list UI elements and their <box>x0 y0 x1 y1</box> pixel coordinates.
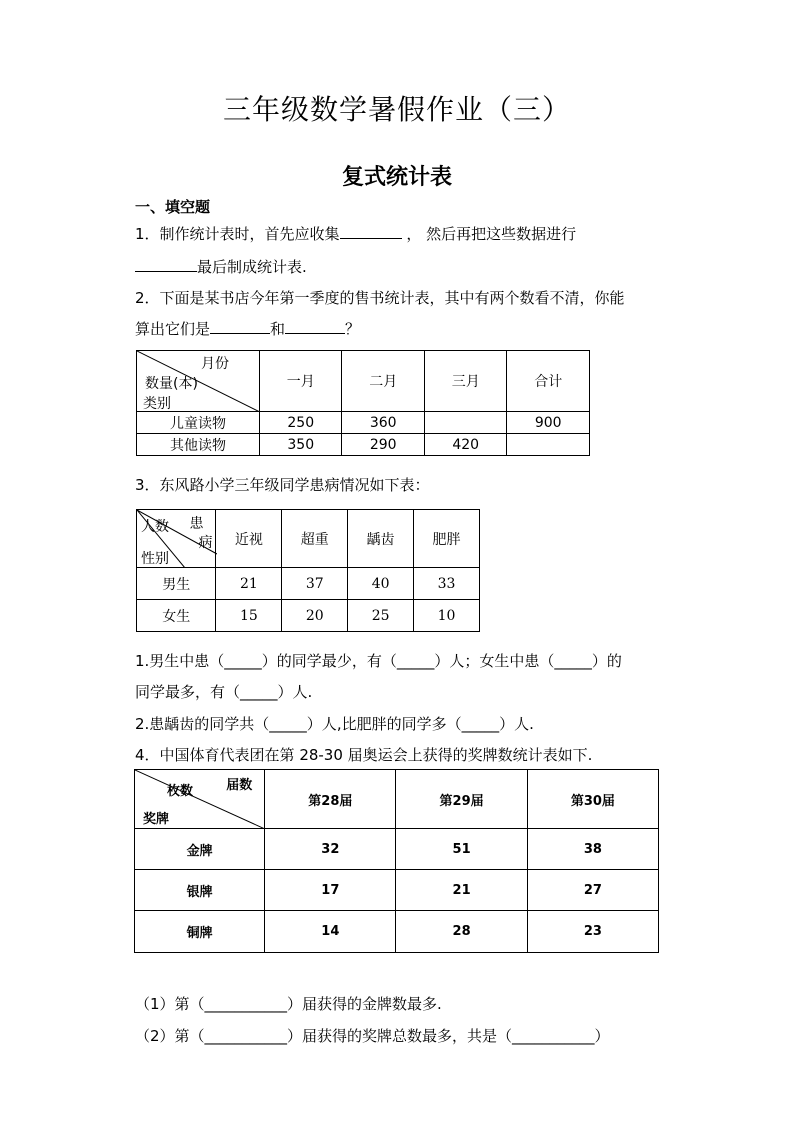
question-1-line-1 <box>135 223 576 244</box>
table1-corner-bottom: 类别 <box>143 396 171 412</box>
table3-cell: 51 <box>396 829 527 870</box>
table-row <box>135 829 659 870</box>
q1-text-c: 最后制成统计表. <box>197 258 307 276</box>
page-title: 三年级数学暑假作业（三） <box>222 93 571 126</box>
medal-table <box>134 769 659 953</box>
table2-row-label: 女生 <box>137 600 216 632</box>
table2-cell: 25 <box>348 600 414 632</box>
q2-blank-2 <box>285 319 345 334</box>
table3-row-label: 银牌 <box>135 870 265 911</box>
table3-header-cell: 第28届 <box>265 770 396 829</box>
question-3-sub-2: 2.患龋齿的同学共（_____）人,比肥胖的同学多（_____）人. <box>135 715 534 733</box>
table2-header-cell: 近视 <box>216 510 282 568</box>
table3-cell: 17 <box>265 870 396 911</box>
table3-cell: 14 <box>265 911 396 953</box>
table1-cell: 900 <box>507 412 590 434</box>
table3-corner-top-left: 枚数 <box>167 784 194 799</box>
table3-corner-cell <box>135 770 265 829</box>
table1-row-label: 其他读物 <box>137 434 260 456</box>
table2-cell: 33 <box>414 568 480 600</box>
table1-corner-cell <box>137 351 260 412</box>
table2-corner-bottom: 性别 <box>141 551 169 567</box>
table3-row-label: 铜牌 <box>135 911 265 953</box>
table2-corner-cell <box>137 510 216 568</box>
table1-cell: 420 <box>424 434 506 456</box>
table1-cell: 350 <box>260 434 342 456</box>
table3-header-cell: 第29届 <box>396 770 527 829</box>
table2-cell: 40 <box>348 568 414 600</box>
question-3-line: 3．东风路小学三年级同学患病情况如下表： <box>135 476 430 494</box>
table1-cell: 290 <box>342 434 424 456</box>
table-row <box>137 434 590 456</box>
table1-cell <box>507 434 590 456</box>
table-row <box>135 870 659 911</box>
question-2-line-1: 2．下面是某书店今年第一季度的售书统计表，其中有两个数看不清，你能 <box>135 289 625 307</box>
table2-corner-top-right-1: 患 <box>189 516 204 532</box>
table2-row-label: 男生 <box>137 568 216 600</box>
table-row <box>137 568 480 600</box>
q1-text-a: 1．制作统计表时，首先应收集 <box>135 225 340 243</box>
question-2-line-2 <box>135 318 360 339</box>
question-4-line: 4．中国体育代表团在第 28-30 届奥运会上获得的奖牌数统计表如下. <box>135 746 593 764</box>
table1-header-cell: 二月 <box>342 351 424 412</box>
table3-corner-top-right: 届数 <box>226 778 253 793</box>
table2-cell: 37 <box>282 568 348 600</box>
q1-blank-2 <box>135 257 197 272</box>
illness-table <box>136 509 480 632</box>
table3-header-cell: 第30届 <box>527 770 658 829</box>
question-1-line-2 <box>135 256 307 277</box>
question-3-sub-1-line-2: 同学最多，有（_____）人. <box>135 683 313 701</box>
table2-cell: 10 <box>414 600 480 632</box>
table2-header-cell: 超重 <box>282 510 348 568</box>
table3-cell: 21 <box>396 870 527 911</box>
table2-header-cell: 肥胖 <box>414 510 480 568</box>
table1-row-label: 儿童读物 <box>137 412 260 434</box>
table1-corner-top: 月份 <box>201 356 229 372</box>
question-4-part-1: （1）第（___________）届获得的金牌数最多. <box>135 995 442 1013</box>
table3-cell: 23 <box>527 911 658 953</box>
book-sales-table <box>136 350 590 456</box>
table2-cell: 21 <box>216 568 282 600</box>
table-row <box>137 600 480 632</box>
question-3-sub-1-line-1: 1.男生中患（_____）的同学最少，有（_____）人；女生中患（_____）的 <box>135 652 622 670</box>
page-subtitle: 复式统计表 <box>341 164 452 190</box>
question-4-part-2: （2）第（___________）届获得的奖牌总数最多，共是（___________） <box>135 1027 610 1045</box>
table1-header-cell: 合计 <box>507 351 590 412</box>
table2-cell: 20 <box>282 600 348 632</box>
section-heading: 一、填空题 <box>135 198 211 216</box>
table2-corner-top-right-2: 病 <box>198 535 213 551</box>
q2-text-b: 和 <box>270 320 286 338</box>
table1-corner-mid: 数量(本) <box>145 376 198 392</box>
q1-blank-1 <box>340 224 402 239</box>
q2-blank-1 <box>210 319 270 334</box>
table-row <box>137 412 590 434</box>
table-row <box>135 911 659 953</box>
table2-cell: 15 <box>216 600 282 632</box>
table1-header-cell: 三月 <box>424 351 506 412</box>
table3-corner-bottom: 奖牌 <box>143 812 170 827</box>
q2-text-c: ？ <box>345 320 361 338</box>
table1-cell: 360 <box>342 412 424 434</box>
table2-header-cell: 龋齿 <box>348 510 414 568</box>
table1-header-cell: 一月 <box>260 351 342 412</box>
table1-cell <box>424 412 506 434</box>
table3-row-label: 金牌 <box>135 829 265 870</box>
table1-cell: 250 <box>260 412 342 434</box>
q2-text-a: 算出它们是 <box>135 320 211 338</box>
table3-cell: 27 <box>527 870 658 911</box>
table2-corner-top-left: 人数 <box>141 519 169 535</box>
table3-cell: 32 <box>265 829 396 870</box>
table3-cell: 28 <box>396 911 527 953</box>
q1-text-b: ， 然后再把这些数据进行 <box>406 225 577 243</box>
table3-cell: 38 <box>527 829 658 870</box>
